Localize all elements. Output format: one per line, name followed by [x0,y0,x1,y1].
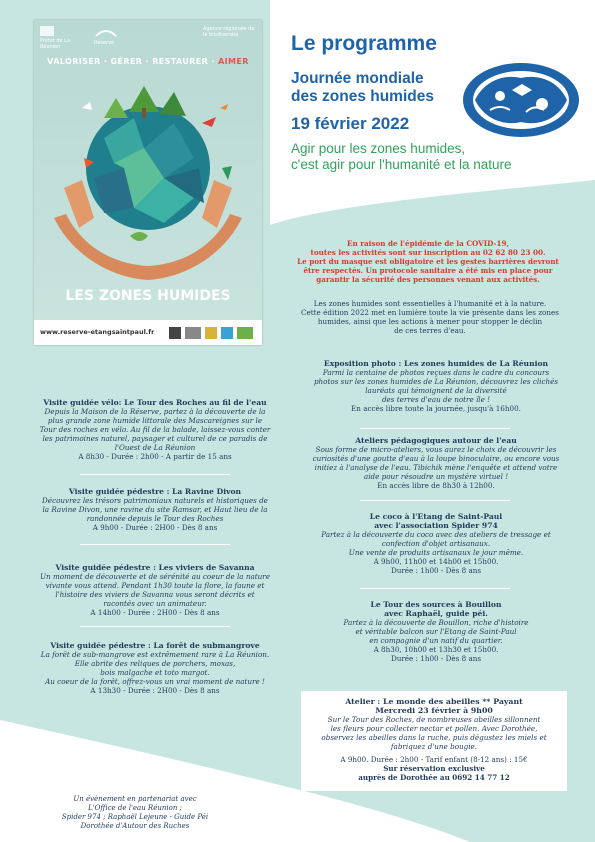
atelier-abeilles-box [301,691,567,791]
poster-slogan: VALORISER · GÉRER · RESTAURER · AIMER [47,57,249,66]
covid-notice: En raison de l'épidémie de la COVID-19, toutes les activités sont sur inscription au 02 62 80 23 00. Le port du masque est obligatoire et les gestes barrières devront être respectés. Un protocole sanitaire a été mis en place pour garantir la sécurité des personnes venant aux activités. [297,239,559,284]
atelier-abeilles: Atelier : Le monde des abeilles ** Payant Mercredi 23 février à 9h00 Sur le Tour des Roches, de nombreuses abeilles sillonnent les fleurs pour collecter nectar et pollen. Avec Dorothée, observez les abeilles dans la ruche, puis dégustez les miels et fabriquez d'une bougie. A 9h00. Durée : 2h00 - Tarif enfant (8-12 ans) : 15€ Sur réservation exclusive auprès de Dorothée au 0692 14 77 12 [321,697,547,782]
poster-footer [34,320,262,345]
activity-exposition-photo: Exposition photo : Les zones humides de La Réunion Parmi la centaine de photos reçues dans le cadre du concours photos sur les zones humides de La Réunion, découvrez les clichés lauréats qui témoignent de la diversité des terres d'eau de notre île ! En accès libre toute la journée, jusqu'à 16h00. [313,359,559,413]
divider [80,626,230,627]
divider [360,428,510,429]
activity-ravine-divon: Visite guidée pédestre : La Ravine Divon Découvrez les trésors patrimoniaux naturels et historiques de la Ravine Divon, une ravine du site Ramsar, et Haut lieu de la randonnée depuis le Tour des Roches A 9h00 - Durée : 2H00 - Dès 8 ans [42,487,268,532]
poster-artwork [34,20,262,320]
partner-credits: Un évènement en partenariat avec L'Office de l'eau Réunion ; Spider 974 ; Raphaël Lejeune - Guide Péi Dorothée d'Autour des Ruches [61,795,209,830]
activity-foret-submangrove: Visite guidée pédestre : La forêt de submangrove La forêt de sub-mangrove est extrêmement rare à La Réunion. Elle abrite des reliques de porchers, moxas, bois malgache et toto margot. Au coeur de la forêt, offrez-vous un vrai moment de nature ! A 13h30 - Durée : 2H00 - Dès 8 ans [40,641,270,695]
activity-tour-des-roches-velo: Visite guidée vélo: Le Tour des Roches au fil de l'eau Depuis la Maison de la Réserve, partez à la découverte de la plus grande zone humide littorale des Mascareignes sur le Tour des roches en vélo. Au fil de la balade, laissez-vous conter les patrimoines naturel, paysager et culturel de ce paradis de l'Ouest de La Réunion A 8h30 - Durée : 2h00 - A partir de 15 ans [39,398,271,461]
event-tagline: Agir pour les zones humides, c'est agir pour l'humanité et la nature [291,141,512,172]
event-poster [34,20,262,345]
intro-paragraph: Les zones humides sont essentielles à l'humanité et à la nature. Cette édition 2022 met en lumière toute la vie présente dans les zones humides, ainsi que les actions à mener pour stopper le déclin de ces terres d'eau. [301,299,559,335]
divider [360,500,510,501]
biodiversity-agency-logo: Agence régionale de la biodiversité [203,26,255,38]
activity-tour-sources-bouillon: Le Tour des sources à Bouillon avec Raphaël, guide péi. Partez à la découverte de Bouillon, riche d'histoire et véritable balcon sur l'Etang de Saint-Paul en compagnie d'un natif du quartier. A 8h30, 10h00 et 13h30 et 15h00. Durée : 1h00 - Dès 8 ans [343,600,529,663]
prefet-logo: Préfet de La Réunion [40,26,80,50]
wetlands-day-emblem-icon [460,60,582,140]
divider [80,544,230,545]
divider [360,588,510,589]
poster-url: www.reserve-etangsaintpaul.fr [40,328,155,336]
poster-title: LES ZONES HUMIDES [65,288,231,304]
globe-hands-illustration [34,68,262,286]
poster-logos [38,24,258,54]
partner-logos [169,325,257,341]
divider [80,474,230,475]
activity-ateliers-eau: Ateliers pédagogiques autour de l'eau Sous forme de micro-ateliers, vous aurez le choix de découvrir les curiosités d'une goutte d'eau à la loupe binoculaire, ou encore vous initiez à l'analyse de l'eau. Tibichik mène l'enquête et attend votre aide pour résoudre un mystère virtuel ! En accès libre de 8h30 à 12h00. [312,436,560,490]
reserve-logo: Réserve [94,26,130,50]
event-title: Journée mondiale des zones humides [291,70,434,105]
event-date: 19 février 2022 [291,114,410,133]
programme-title: Le programme [291,32,437,55]
activity-coco-spider: Le coco à l'Etang de Saint-Paul avec l'association Spider 974 Partez à la découverte du coco avec des ateliers de tressage et confection d'objet artisanaux. Une vente de produits artisanaux le jour même. A 9h00, 11h00 et 14h00 et 15h00. Durée : 1h00 - Dès 8 ans [321,512,551,575]
activity-viviers-savanna: Visite guidée pédestre : Les viviers de Savanna Un moment de découverte et de sérénité au coeur de la nature vivante vous attend. Pendant 1h30 toute la flore, la faune et l'histoire des viviers de Savanna vous seront décrits et racontés avec un animateur. A 14h00 - Durée : 2H00 - Dès 8 ans [40,563,270,617]
